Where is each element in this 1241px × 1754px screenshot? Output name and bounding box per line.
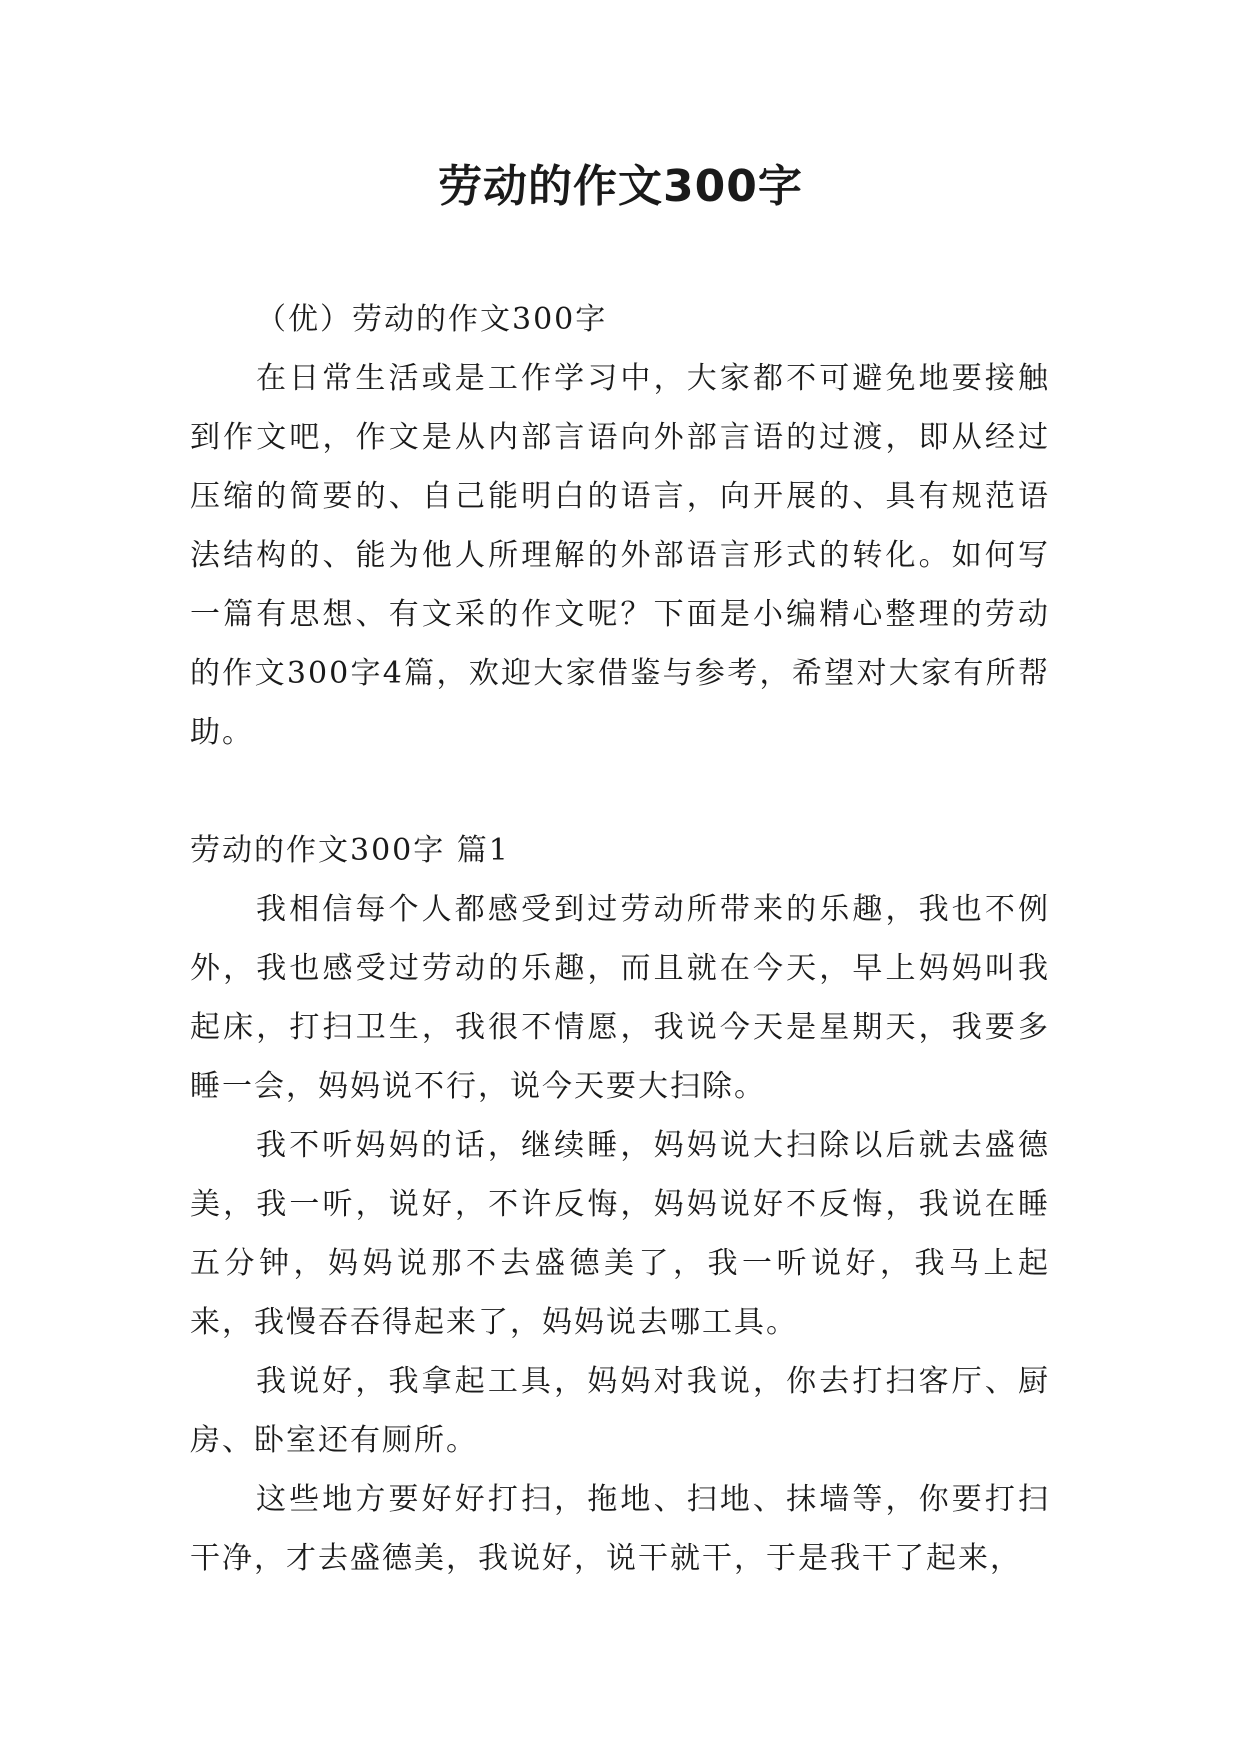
document-subtitle: （优）劳动的作文300字 [256,302,608,337]
body-paragraph: 我相信每个人都感受到过劳动所带来的乐趣，我也不例外，我也感受过劳动的乐趣，而且就在今天，早上妈妈叫我起床，打扫卫生，我很不情愿，我说今天是星期天，我要多睡一会，妈妈说不行，说今天要大扫除。 [190,892,1050,1104]
document-body [190,290,1050,1588]
document-title: 劳动的作文300字 [438,161,803,212]
body-paragraph: 我说好，我拿起工具，妈妈对我说，你去打扫客厅、厨房、卧室还有厕所。 [190,1364,1050,1458]
intro-paragraph: 在日常生活或是工作学习中，大家都不可避免地要接触到作文吧，作文是从内部言语向外部言语的过渡，即从经过压缩的简要的、自己能明白的语言，向开展的、具有规范语法结构的、能为他人所理解的外部语言形式的转化。如何写一篇有思想、有文采的作文呢？下面是小编精心整理的劳动的作文300字4篇，欢迎大家借鉴与参考，希望对大家有所帮助。 [190,361,1050,750]
section-heading: 劳动的作文300字 篇1 [190,833,510,868]
body-paragraph: 这些地方要好好打扫，拖地、扫地、抹墙等，你要打扫干净，才去盛德美，我说好，说干就干，于是我干了起来， [190,1482,1050,1576]
body-paragraph: 我不听妈妈的话，继续睡，妈妈说大扫除以后就去盛德美，我一听，说好，不许反悔，妈妈说好不反悔，我说在睡五分钟，妈妈说那不去盛德美了，我一听说好，我马上起来，我慢吞吞得起来了，妈妈说去哪工具。 [190,1128,1050,1340]
